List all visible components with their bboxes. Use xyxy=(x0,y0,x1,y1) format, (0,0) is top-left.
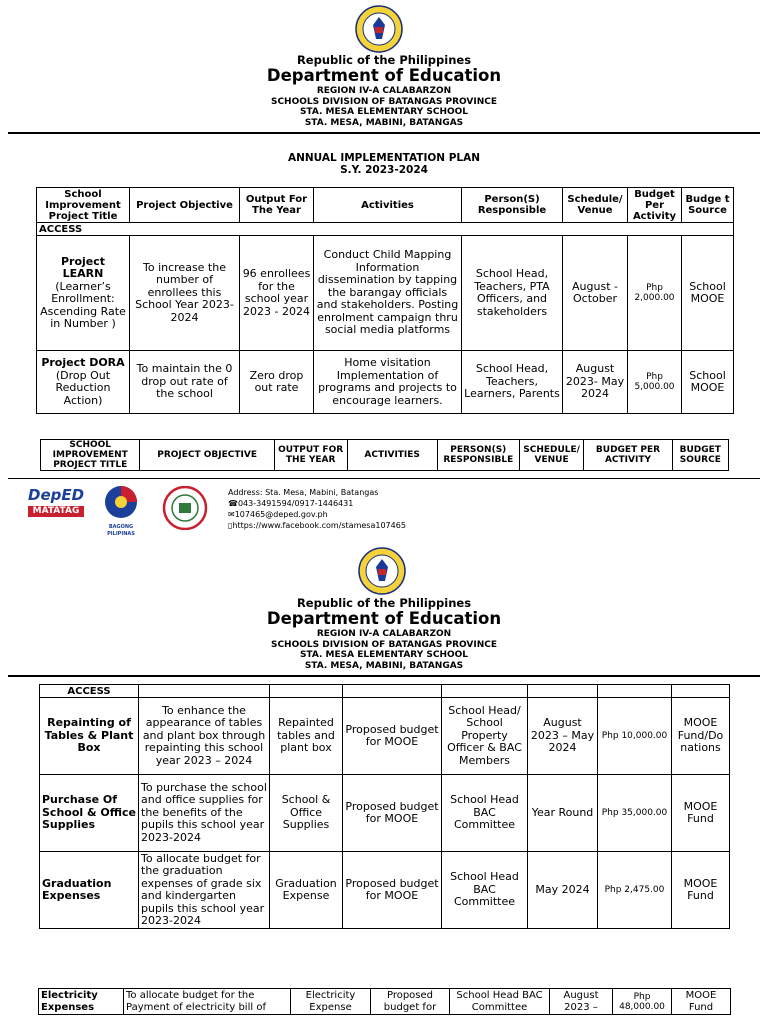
department-name: Department of Education xyxy=(266,609,502,628)
schedule-cell: August - October xyxy=(563,236,628,351)
objective-cell: To purchase the school and office supplies for the benefits of the pupils this school year 2023-2024 xyxy=(139,775,270,852)
output-cell: Repainted tables and plant box xyxy=(270,698,343,775)
deped-seal-icon xyxy=(358,547,406,595)
project-title: Electricity Expenses xyxy=(39,989,124,1015)
schedule-cell: August 2023 – May 2024 xyxy=(528,698,598,775)
output-cell: Electricity Expense xyxy=(291,989,371,1015)
school-line: STA. MESA ELEMENTARY SCHOOL xyxy=(299,650,469,660)
col-header-source: Budge t Source xyxy=(682,188,734,223)
table-row xyxy=(40,852,730,929)
footer-rule xyxy=(8,478,760,479)
footer-email: ✉107465@deped.gov.ph xyxy=(228,510,328,519)
budget-cell: Php 5,000.00 xyxy=(628,351,682,414)
bagong-pilipinas-logo xyxy=(96,484,146,537)
division-line: SCHOOLS DIVISION OF BATANGAS PROVINCE xyxy=(270,97,498,107)
budget-cell: Php 2,000.00 xyxy=(628,236,682,351)
col-header-objective: PROJECT OBJECTIVE xyxy=(140,440,274,471)
table-row xyxy=(37,351,734,414)
project-title: Project DORA xyxy=(41,356,125,369)
table-row xyxy=(39,989,731,1015)
facebook-icon: ▯ xyxy=(228,521,233,530)
plan-school-year: S.Y. 2023-2024 xyxy=(340,164,428,176)
col-header-objective: Project Objective xyxy=(130,188,240,223)
col-header-title: School Improvement Project Title xyxy=(37,188,130,223)
deped-seal-icon xyxy=(355,5,403,53)
implementation-table-1 xyxy=(36,187,734,414)
objective-cell: To enhance the appearance of tables and plant box through repainting this school year 2023 – 2024 xyxy=(139,698,270,775)
implementation-table-3 xyxy=(39,684,730,929)
schedule-cell: August 2023- May 2024 xyxy=(563,351,628,414)
persons-cell: School Head BAC Committee xyxy=(442,775,528,852)
col-header-persons: PERSON(S) RESPONSIBLE xyxy=(437,440,519,471)
implementation-table-2 xyxy=(40,439,729,471)
school-line: STA. MESA ELEMENTARY SCHOOL xyxy=(299,107,469,117)
footer-phone: ☎043-3491594/0917-1446431 xyxy=(228,499,354,508)
bagong-pilipinas-icon xyxy=(96,484,146,520)
schedule-cell: Year Round xyxy=(528,775,598,852)
col-header-schedule: SCHEDULE/ VENUE xyxy=(519,440,584,471)
deped-matatag-logo xyxy=(28,486,84,530)
division-line: SCHOOLS DIVISION OF BATANGAS PROVINCE xyxy=(270,640,498,650)
output-cell: Zero drop out rate xyxy=(240,351,314,414)
republic-line: Republic of the Philippines xyxy=(296,596,472,610)
table-row xyxy=(40,698,730,775)
table-row xyxy=(40,775,730,852)
col-header-source: BUDGET SOURCE xyxy=(672,440,728,471)
col-header-activities: ACTIVITIES xyxy=(347,440,437,471)
budget-cell: Php 10,000.00 xyxy=(598,698,672,775)
source-cell: MOOE Fund xyxy=(672,852,730,929)
source-cell: MOOE Fund/Do nations xyxy=(672,698,730,775)
objective-cell: To allocate budget for the Payment of electricity bill of xyxy=(124,989,291,1015)
footer-facebook xyxy=(228,521,406,532)
source-cell: School MOOE xyxy=(682,351,734,414)
schedule-cell: August 2023 – xyxy=(550,989,613,1015)
activities-cell: Proposed budget for xyxy=(371,989,450,1015)
activities-cell: Conduct Child Mapping Information dissemination by tapping the barangay officials and stakeholders. Posting enrolment campaign thru social media platforms xyxy=(314,236,462,351)
col-header-budget: Budget Per Activity xyxy=(628,188,682,223)
region-line: REGION IV-A CALABARZON xyxy=(316,86,452,96)
objective-cell: To allocate budget for the graduation expenses of grade six and kindergarten pupils this school year 2023-2024 xyxy=(139,852,270,929)
footer-address: Address: Sta. Mesa, Mabini, Batangas xyxy=(228,488,379,497)
bagong-pilipinas-text: BAGONG PILIPINAS xyxy=(107,524,135,537)
output-cell: School & Office Supplies xyxy=(270,775,343,852)
activities-cell: Proposed budget for MOOE xyxy=(343,698,442,775)
output-cell: Graduation Expense xyxy=(270,852,343,929)
col-header-title: SCHOOL IMPROVEMENT PROJECT TITLE xyxy=(41,440,140,471)
persons-cell: School Head/ School Property Officer & BAC Members xyxy=(442,698,528,775)
activities-cell: Proposed budget for MOOE xyxy=(343,775,442,852)
matatag-logo-text: MATATAG xyxy=(28,506,84,517)
objective-cell: To maintain the 0 drop out rate of the school xyxy=(130,351,240,414)
school-seal-icon xyxy=(162,486,208,530)
activities-cell: Home visitation Implementation of programs and projects to encourage learners. xyxy=(314,351,462,414)
plan-title: ANNUAL IMPLEMENTATION PLAN xyxy=(287,152,481,164)
source-cell: School MOOE xyxy=(682,236,734,351)
output-cell: 96 enrollees for the school year 2023 - 2024 xyxy=(240,236,314,351)
persons-cell: School Head BAC Committee xyxy=(442,852,528,929)
section-access: ACCESS xyxy=(37,223,734,236)
region-line: REGION IV-A CALABARZON xyxy=(316,629,452,639)
schedule-cell: May 2024 xyxy=(528,852,598,929)
address-line: STA. MESA, MABINI, BATANGAS xyxy=(304,118,464,128)
project-title: Project LEARN xyxy=(60,254,106,280)
project-title: Repainting of Tables & Plant Box xyxy=(40,698,139,775)
col-header-budget: BUDGET PER ACTIVITY xyxy=(584,440,672,471)
project-subtitle: (Learner’s Enrollment: Ascending Rate in Number ) xyxy=(40,279,126,330)
deped-logo-text: DepED xyxy=(28,486,85,504)
department-name: Department of Education xyxy=(266,66,502,85)
source-cell: MOOE Fund xyxy=(672,775,730,852)
col-header-schedule: Schedule/ Venue xyxy=(563,188,628,223)
persons-cell: School Head BAC Committee xyxy=(450,989,550,1015)
budget-cell: Php 48,000.00 xyxy=(613,989,672,1015)
col-header-output: Output For The Year xyxy=(240,188,314,223)
persons-cell: School Head, Teachers, Learners, Parents xyxy=(462,351,563,414)
activities-cell: Proposed budget for MOOE xyxy=(343,852,442,929)
header-rule xyxy=(8,132,760,134)
source-cell: MOOE Fund xyxy=(672,989,731,1015)
budget-cell: Php 2,475.00 xyxy=(598,852,672,929)
col-header-activities: Activities xyxy=(314,188,462,223)
header-rule xyxy=(8,675,760,677)
footer-facebook-link[interactable]: https://www.facebook.com/stamesa107465 xyxy=(232,521,406,530)
project-title: Graduation Expenses xyxy=(40,852,139,929)
objective-cell: To increase the number of enrollees this School Year 2023-2024 xyxy=(130,236,240,351)
project-title: Purchase Of School & Office Supplies xyxy=(40,775,139,852)
republic-line: Republic of the Philippines xyxy=(296,53,472,67)
implementation-table-4 xyxy=(38,988,731,1015)
col-header-output: OUTPUT FOR THE YEAR xyxy=(274,440,347,471)
address-line: STA. MESA, MABINI, BATANGAS xyxy=(304,661,464,671)
table-row xyxy=(37,236,734,351)
col-header-persons: Person(S) Responsible xyxy=(462,188,563,223)
project-subtitle: (Drop Out Reduction Action) xyxy=(55,368,111,407)
budget-cell: Php 35,000.00 xyxy=(598,775,672,852)
persons-cell: School Head, Teachers, PTA Officers, and stakeholders xyxy=(462,236,563,351)
section-access: ACCESS xyxy=(40,685,139,698)
